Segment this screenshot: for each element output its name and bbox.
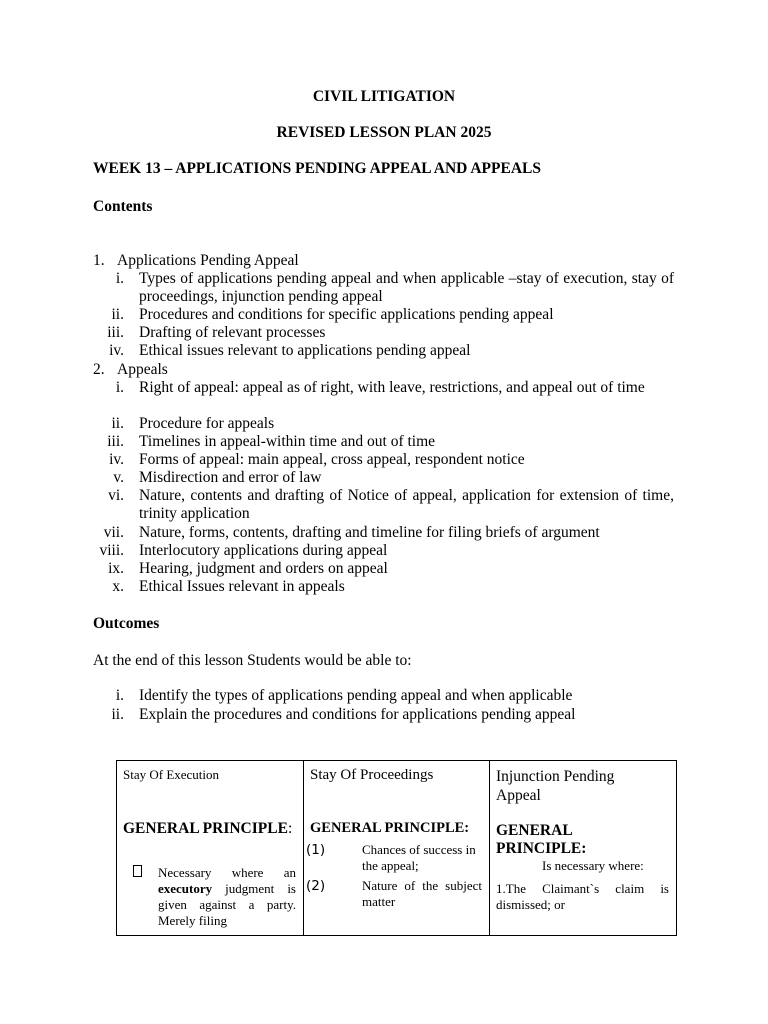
applications-table xyxy=(116,760,677,936)
column-header: Injunction Pending Appeal xyxy=(496,768,615,804)
list-item: Interlocutory applications during appeal xyxy=(139,542,388,559)
list-item: Timelines in appeal-within time and out of time xyxy=(139,433,436,450)
table-cell-injunction-pending-appeal xyxy=(490,761,677,936)
list-item: Identify the types of applications pending appeal and when applicable xyxy=(139,687,573,704)
document-title: CIVIL LITIGATION xyxy=(312,88,456,105)
contents-heading: Contents xyxy=(93,198,153,215)
list-item-number: viii. xyxy=(99,542,124,559)
list-item: Forms of appeal: main appeal, cross appeal, respondent notice xyxy=(139,451,525,468)
list-item-number: iv. xyxy=(109,342,124,359)
column-header: Stay Of Execution xyxy=(123,767,220,782)
list-item-number: (2) xyxy=(306,878,326,894)
section-number: 1. xyxy=(93,252,105,269)
list-item: Nature of the subject matter xyxy=(362,878,482,909)
list-item-number: x. xyxy=(112,578,124,595)
list-item: Right of appeal: appeal as of right, with leave, restrictions, and appeal out of time xyxy=(139,379,645,396)
bullet-item xyxy=(117,865,303,935)
list-item: Nature, forms, contents, drafting and timeline for filing briefs of argument xyxy=(139,524,600,541)
list-item-number: ii. xyxy=(111,415,124,432)
list-item-number: iii. xyxy=(107,433,124,450)
column-header: Stay Of Proceedings xyxy=(310,767,434,783)
list-item: Ethical issues relevant to applications pending appeal xyxy=(139,342,471,359)
bullet-text: Necessary where an executory judgment is given against a party. Merely filing xyxy=(158,865,296,928)
general-principle-heading: GENERAL PRINCIPLE: xyxy=(310,820,470,836)
list-item: Misdirection and error of law xyxy=(139,469,322,486)
list-item: Procedures and conditions for specific applications pending appeal xyxy=(139,306,554,323)
list-item-number: vii. xyxy=(103,524,124,541)
section-title: Applications Pending Appeal xyxy=(117,252,299,269)
list-item-number: iv. xyxy=(109,451,124,468)
week-heading: WEEK 13 – APPLICATIONS PENDING APPEAL AND APPEALS xyxy=(93,160,541,177)
section-number: 2. xyxy=(93,361,105,378)
general-principle-heading: GENERAL PRINCIPLE: xyxy=(496,822,587,857)
section-title: Appeals xyxy=(117,361,168,378)
list-item-number: (1) xyxy=(306,842,326,858)
missing-glyph-box-icon xyxy=(133,865,142,877)
outcomes-heading: Outcomes xyxy=(93,615,160,632)
list-item: Ethical Issues relevant in appeals xyxy=(139,578,345,595)
list-item-number: vi. xyxy=(108,487,124,504)
table-cell-stay-of-proceedings xyxy=(304,761,490,936)
list-item-number: iii. xyxy=(107,324,124,341)
list-item-number: ii. xyxy=(111,706,124,723)
table-cell-stay-of-execution xyxy=(117,761,304,936)
list-item: Drafting of relevant processes xyxy=(139,324,326,341)
list-item: Hearing, judgment and orders on appeal xyxy=(139,560,388,577)
general-principle-heading: GENERAL PRINCIPLE: xyxy=(123,820,293,837)
list-item: Procedure for appeals xyxy=(139,415,275,432)
list-item: Chances of success in the appeal; xyxy=(362,842,476,873)
list-item-number: i. xyxy=(115,270,124,287)
condition-intro: Is necessary where: xyxy=(542,858,644,873)
list-item-number: ii. xyxy=(111,306,124,323)
list-item: Explain the procedures and conditions for applications pending appeal xyxy=(139,706,576,723)
list-item: Types of applications pending appeal and when applicable –stay of execution, stay of proceedings, injunction pending appeal xyxy=(139,270,674,305)
list-item-number: i. xyxy=(115,379,124,396)
condition-item: 1.The Claimant`s claim is dismissed; or xyxy=(496,881,669,912)
list-item: Nature, contents and drafting of Notice of appeal, application for extension of time, trinity application xyxy=(139,487,674,522)
document-subtitle: REVISED LESSON PLAN 2025 xyxy=(276,124,492,141)
outcomes-intro: At the end of this lesson Students would be able to: xyxy=(93,652,412,669)
list-item-number: v. xyxy=(113,469,124,486)
list-item-number: ix. xyxy=(108,560,124,577)
list-item-number: i. xyxy=(115,687,124,704)
